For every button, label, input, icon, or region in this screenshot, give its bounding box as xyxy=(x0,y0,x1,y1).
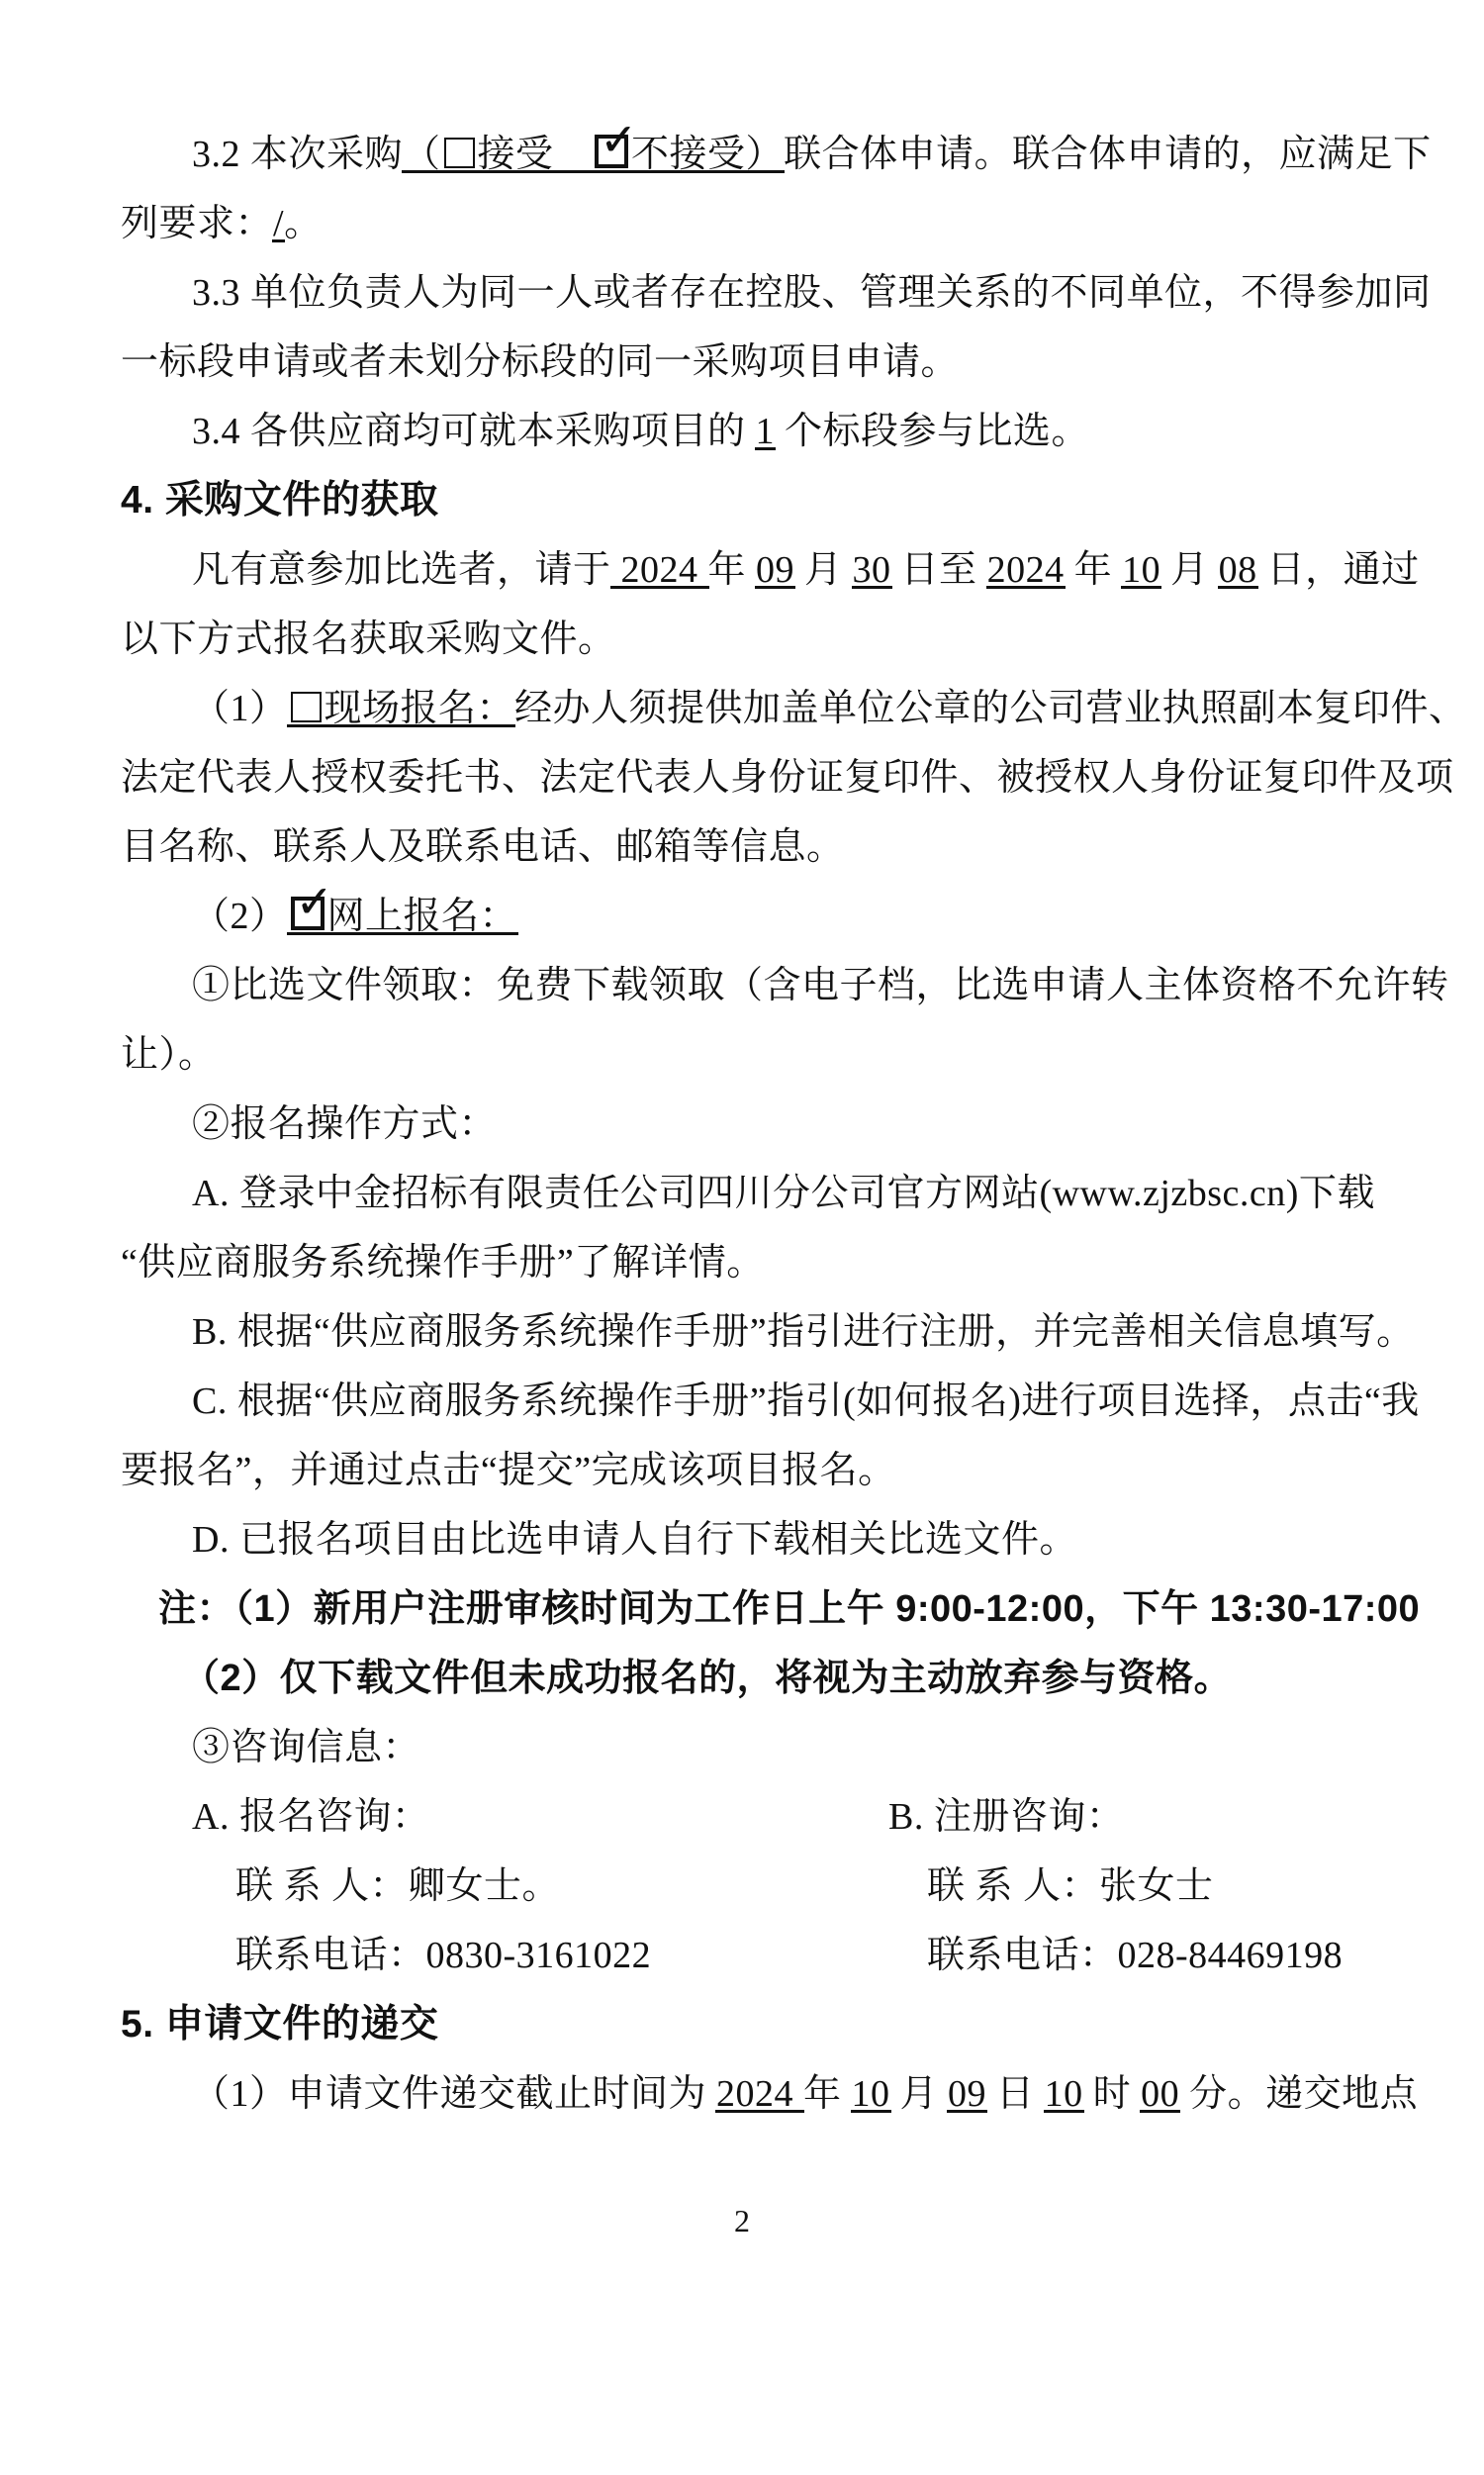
signup-step-c: C. 根据“供应商服务系统操作手册”指引(如何报名)进行项目选择，点击“我 xyxy=(192,1380,1420,1422)
signup-step-c-cont: 要报名”，并通过点击“提交”完成该项目报名。 xyxy=(121,1450,896,1491)
item-onsite-signup-cont2: 目名称、联系人及联系电话、邮箱等信息。 xyxy=(121,826,845,868)
online-step-1: ①比选文件领取：免费下载领取（含电子档，比选申请人主体资格不允许转 xyxy=(192,965,1449,1006)
checkbox-checked-icon xyxy=(595,113,639,168)
para-4-intro: 凡有意参加比选者，请于 2024 年 09 月 30 日至 2024 年 10 月 08 日，通过 xyxy=(192,549,1420,591)
checkbox-checked-icon xyxy=(291,875,334,930)
check-mark-icon: ✓ xyxy=(600,113,639,166)
para-5-1: （1）申请文件递交截止时间为 2024 年 10 月 09 日 10 时 00 分。递交地点 xyxy=(192,2073,1419,2115)
item-onsite-signup: （1） 现场报名：经办人须提供加盖单位公章的公司营业执照副本复印件、 xyxy=(192,688,1467,729)
check-mark-icon: ✓ xyxy=(295,875,334,928)
contact-headers: A. 报名咨询： B. 注册咨询： xyxy=(121,1782,1369,1852)
signup-step-a-cont: “供应商服务系统操作手册”了解详情。 xyxy=(121,1242,765,1284)
online-step-1-cont: 让）。 xyxy=(121,1034,217,1076)
note-2: （2）仅下载文件但未成功报名的，将视为主动放弃参与资格。 xyxy=(182,1658,1233,1699)
signup-step-d: D. 已报名项目由比选申请人自行下载相关比选文件。 xyxy=(192,1519,1077,1561)
clause-3-4: 3.4 各供应商均可就本采购项目的 1 个标段参与比选。 xyxy=(192,411,1090,452)
document-body xyxy=(121,113,1467,2129)
clause-3-2-cont: 列要求：/。 xyxy=(121,203,323,244)
section-4-heading: 4. 采购文件的获取 xyxy=(121,479,439,522)
contact-phones: 联系电话：0830-3161022 联系电话：028-84469198 xyxy=(121,1921,1369,1990)
contact-phones-right: 联系电话：028-84469198 xyxy=(927,1935,1344,1976)
contact-names-right: 联 系 人：张女士 xyxy=(927,1865,1214,1907)
section-5-heading: 5. 申请文件的递交 xyxy=(121,2003,439,2046)
signup-step-a: A. 登录中金招标有限责任公司四川分公司官方网站(www.zjzbsc.cn)下载 xyxy=(192,1173,1375,1214)
clause-3-3-cont: 一标段申请或者未划分标段的同一采购项目申请。 xyxy=(121,341,960,383)
item-onsite-signup-cont1: 法定代表人授权委托书、法定代表人身份证复印件、被授权人身份证复印件及项 xyxy=(121,757,1454,799)
checkbox-unchecked-icon xyxy=(291,692,322,722)
online-step-3: ③咨询信息： xyxy=(192,1727,421,1768)
contact-headers-right: B. 注册咨询： xyxy=(888,1796,1125,1838)
para-4-intro-cont: 以下方式报名获取采购文件。 xyxy=(121,619,616,660)
online-step-2: ②报名操作方式： xyxy=(192,1103,498,1145)
clause-3-3: 3.3 单位负责人为同一人或者存在控股、管理关系的不同单位，不得参加同 xyxy=(192,272,1432,314)
checkbox-unchecked-icon xyxy=(444,138,475,168)
clause-3-2: 3.2 本次采购（ 接受 ✓ 不接受）联合体申请。联合体申请的，应满足下 xyxy=(192,113,1432,175)
note-1: 注：（1）新用户注册审核时间为工作日上午 9:00-12:00，下午 13:30-17:00 xyxy=(158,1588,1421,1630)
contact-names: 联 系 人：卿女士。 联 系 人：张女士 xyxy=(121,1852,1369,1921)
signup-step-b: B. 根据“供应商服务系统操作手册”指引进行注册，并完善相关信息填写。 xyxy=(192,1311,1415,1353)
page-number: 2 xyxy=(734,2203,750,2238)
item-online-signup: （2） ✓ 网上报名： xyxy=(192,875,518,937)
